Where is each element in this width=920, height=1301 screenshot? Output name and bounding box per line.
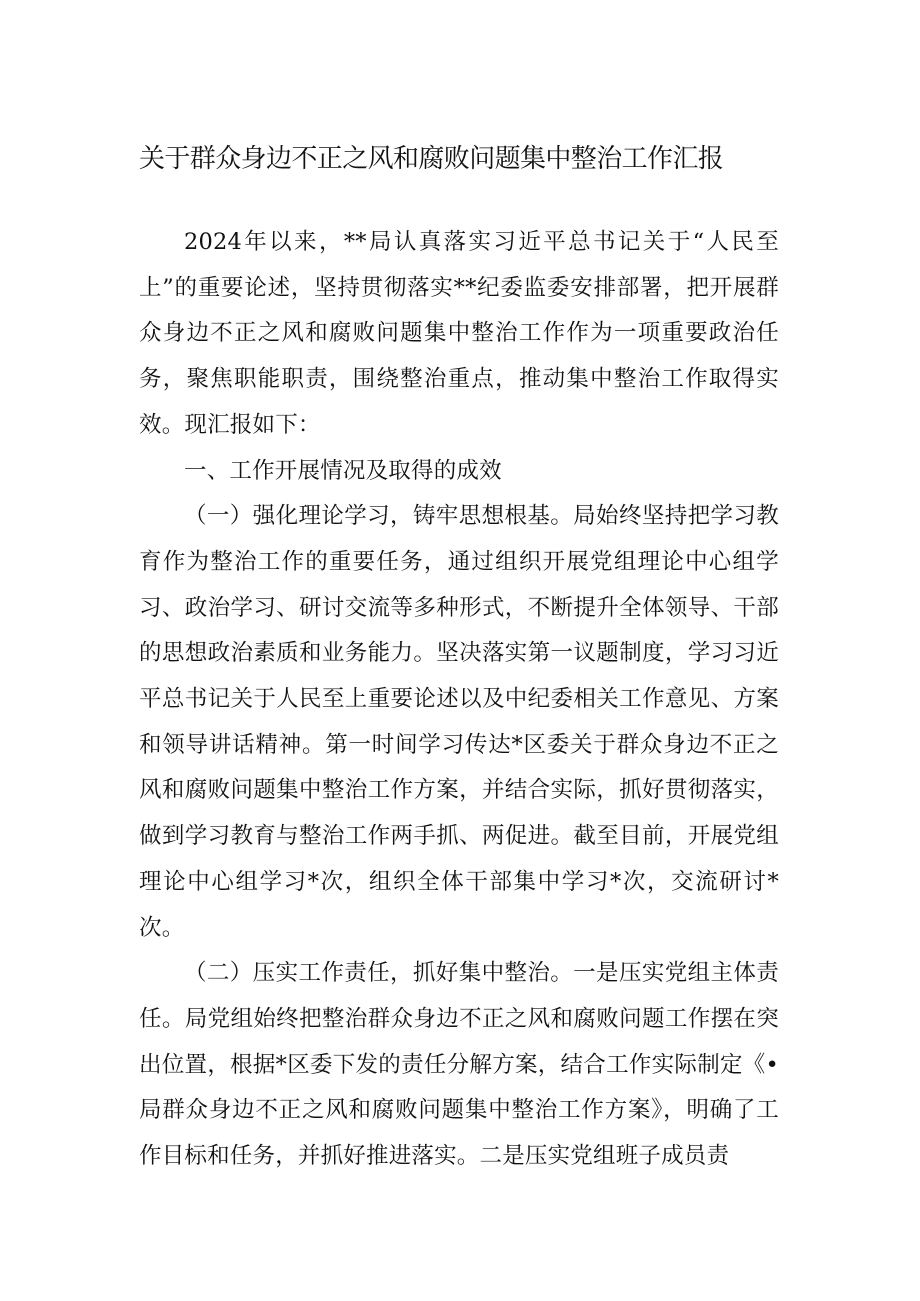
section-heading: 一、工作开展情况及取得的成效 [184, 457, 502, 484]
intro-paragraph: 2024年以来，**局认真落实习近平总书记关于“人民至上”的重要论述，坚持贯彻落实**纪委监委安排部署，把开展群众身边不正之风和腐败问题集中整治工作作为一项重要政治任务，聚焦职能职责，围绕整治重点，推动集中整治工作取得实效。现汇报如下： [139, 229, 779, 438]
body-paragraph-1: （一）强化理论学习，铸牢思想根基。局始终坚持把学习教育作为整治工作的重要任务，通过组织开展党组理论中心组学习、政治学习、研讨交流等多种形式，不断提升全体领导、干部的思想政治素质和业务能力。坚决落实第一议题制度，学习习近平总书记关于人民至上重要论述以及中纪委相关工作意见、方案和领导讲话精神。第一时间学习传达*区委关于群众身边不正之风和腐败问题集中整治工作方案，并结合实际，抓好贯彻落实，做到学习教育与整治工作两手抓、两促进。截至目前，开展党组理论中心组学习*次，组织全体干部集中学习*次，交流研讨*次。 [139, 503, 779, 941]
body-paragraph-2: （二）压实工作责任，抓好集中整治。一是压实党组主体责任。局党组始终把整治群众身边不正之风和腐败问题工作摆在突出位置，根据*区委下发的责任分解方案，结合工作实际制定《•局群众身边不正之风和腐败问题集中整治工作方案》，明确了工作目标和任务，并抓好推进落实。二是压实党组班子成员责 [139, 960, 779, 1170]
document-title: 关于群众身边不正之风和腐败问题集中整治工作汇报 [139, 144, 724, 174]
document-body [139, 220, 779, 1180]
